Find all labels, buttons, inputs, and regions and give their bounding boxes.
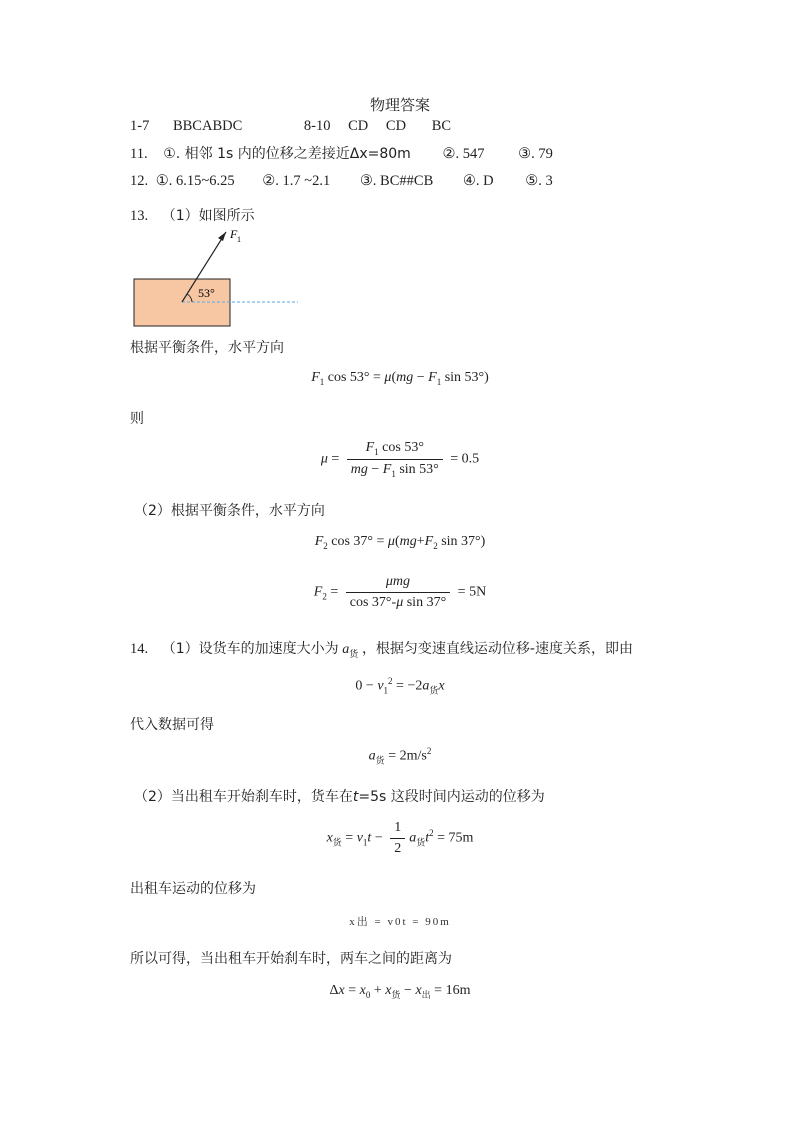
page-title: 物理答案 — [369, 96, 430, 114]
q14-part2-a: （2）当出租车开始刹车时，货车在 — [134, 789, 353, 805]
answers-11 — [130, 143, 553, 163]
force-label-subscript: 1 — [237, 235, 241, 244]
q13-text1: 根据平衡条件，水平方向 — [130, 340, 284, 356]
q8-answer: CD — [348, 118, 369, 134]
q13-text2: 则 — [130, 411, 144, 427]
q12-part1: ①. 6.15~6.25 — [155, 173, 235, 189]
q14-part2-intro — [134, 786, 545, 806]
formula-F2: $F_2$ = $\frac{\text{μmg}}{\text{cos 37°-μ sin 37°}}$ = 5N — [313, 574, 487, 610]
angle-label: 53° — [198, 286, 215, 300]
q11-part2: ②. 547 — [442, 146, 485, 162]
q14-part1-intro: （1）设货车的加速度大小为 — [161, 641, 339, 657]
formula-taxi-displacement: x出 = v0t = 90m — [349, 916, 451, 928]
q14-label: 14. — [130, 641, 149, 657]
mu-result: = 0.5 — [450, 451, 480, 467]
q12-part5: ⑤. 3 — [525, 173, 553, 189]
force-diagram-svg — [130, 222, 310, 332]
formula-horizontal-balance-1: $F_1$ $\cos 53^\circ = \mu(mg - F_1$ sin 53°) — [311, 370, 489, 387]
formula-velocity-displacement: $0 - v_1^2 = -2a_货x$ — [355, 676, 445, 696]
q12-part4: ④. D — [462, 173, 494, 189]
q13-part2-intro: （2）根据平衡条件，水平方向 — [134, 503, 325, 519]
q9-answer: CD — [385, 118, 407, 134]
half-fraction: $\frac{1}{2}$ — [390, 820, 405, 857]
q1-7-label: 1-7 — [130, 118, 150, 134]
mu-fraction: $\frac{F_1 \cos 53^\circ}{mg - F_1 \sin 53^\circ}$ — [347, 440, 443, 479]
q12-label: 12. — [130, 173, 149, 189]
q14-part1-tail: ，根据匀变速直线运动位移-速度关系，即由 — [361, 641, 633, 657]
answers-1-10 — [130, 118, 451, 135]
arrow-head-icon — [218, 232, 226, 241]
q12-part2: ②. 1.7 ~2.1 — [262, 173, 331, 189]
accel-symbol: $a_货$ — [342, 642, 359, 659]
formula-distance: $\Delta x = x_0 + x_货 - x_出 = 16m$ — [329, 983, 471, 1000]
q13-label: 13. — [130, 208, 149, 224]
q11-part3: ③. 79 — [518, 146, 553, 162]
q14-final-text: 所以可得，当出租车开始刹车时，两车之间的距离为 — [130, 951, 452, 967]
answers-12 — [130, 173, 553, 190]
accel-result: = 2m/s — [388, 748, 427, 764]
q14-intro — [130, 638, 633, 660]
force-label: F — [230, 227, 238, 241]
formula-horizontal-balance-2: $F_2$ $\cos 37^\circ = \mu(mg+F_2$ sin 37°) — [314, 534, 486, 551]
formula-mu: μ = $\frac{F_1 \cos 53^\circ}{mg - F_1 \sin 53^\circ}$ = 0.5 — [320, 440, 480, 479]
force-diagram — [130, 222, 310, 332]
q1-7-answers: BBCABDC — [172, 118, 243, 134]
q11-part1: ①. 相邻 1s 内的位移之差接近Δx=80m — [163, 146, 411, 162]
truck-displacement-result: = 75m — [437, 830, 474, 846]
q8-10-label: 8-10 — [303, 118, 331, 134]
q14-text-sub: 代入数据可得 — [130, 717, 214, 733]
q14-taxi-text: 出租车运动的位移为 — [130, 881, 256, 897]
F2-fraction: $\frac{\text{μmg}}{\text{cos 37°-μ sin 37°}}$ — [346, 574, 450, 611]
F2-result: = 5N — [457, 584, 487, 600]
q11-label: 11. — [130, 146, 148, 162]
q14-part2-t: t — [352, 789, 359, 805]
formula-truck-displacement: $x_货 = v_1t$ − $\frac{1}{2}$ $a_货t^2 = 75m$ — [326, 820, 474, 856]
q12-part3: ③. BC##CB — [359, 173, 434, 189]
formula-accel-result: $a_货 = 2m/s^2$ — [368, 746, 432, 766]
q13-part1-intro: （1）如图所示 — [161, 208, 255, 224]
q10-answer: BC — [431, 118, 452, 134]
distance-result: = 16m — [434, 983, 471, 998]
q14-part2-c: =5s 这段时间内运动的位移为 — [358, 789, 545, 805]
